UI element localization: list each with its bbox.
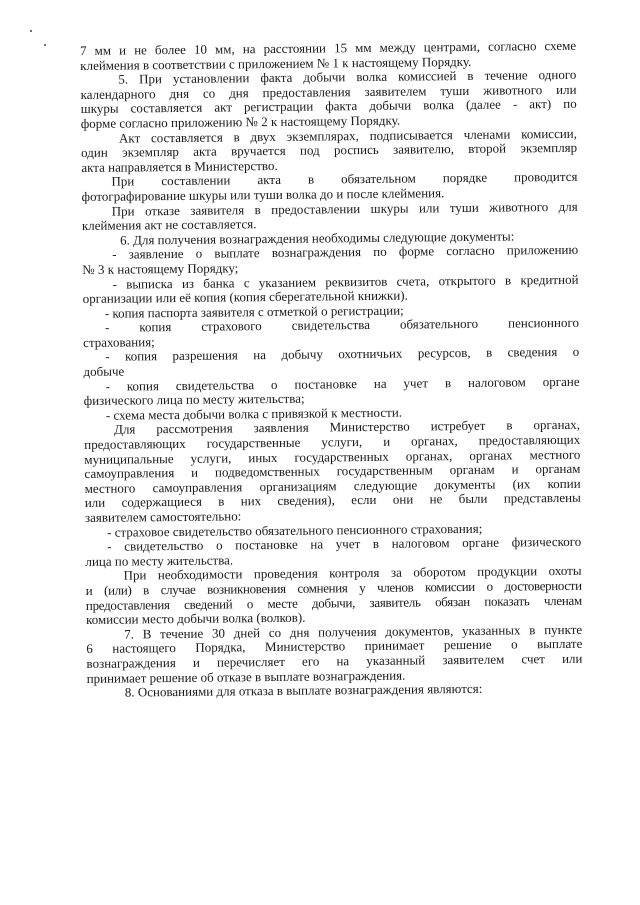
scan-speck xyxy=(30,30,32,32)
text-line: - схема места добычи волка с привязкой к местности. xyxy=(105,404,403,423)
text-line: При составлении акта в обязательном порядке проводится xyxy=(111,169,578,190)
text-line: - копия страхового свидетельства обязательного пенсионного xyxy=(104,315,580,336)
text-line: вознаграждения и перечисляет его на указанный заявителем счет или xyxy=(86,650,583,671)
text-line: акта направляется в Министерство. xyxy=(81,157,278,175)
text-line: Акт составляется в двух экземплярах, подписывается членами комиссии, xyxy=(118,125,578,146)
text-line: предоставления сведений о месте добычи, заявитель обязан показать членам xyxy=(85,592,582,613)
text-line: календарного дня со дня предоставления заявителем туши животного или xyxy=(80,81,577,102)
text-line: - копия паспорта заявителя с отметкой о регистрации; xyxy=(104,302,404,321)
text-line: 7. В течение 30 дней со дня получения документов, указанных в пункте xyxy=(124,621,583,642)
text-line: 8. Основаниями для отказа в выплате вознаграждения являются: xyxy=(124,680,483,700)
text-line: местного самоуправления организациям следующие документы (их копии xyxy=(84,475,581,496)
text-line: № 3 к настоящему Порядку; xyxy=(82,260,239,277)
text-line: - страховое свидетельство обязательного пенсионного страхования; xyxy=(107,520,483,540)
text-line: физического лица по месту жительства; xyxy=(83,390,305,409)
text-line: принимает решение об отказе в выплате вознаграждения. xyxy=(86,667,406,686)
text-line: комиссии место добычи волка (волков). xyxy=(85,609,306,628)
text-line: 6. Для получения вознаграждения необходимы следующие документы: xyxy=(119,228,515,248)
text-line: 7 мм и не более 10 мм, на расстоянии 15 мм между центрами, согласно схеме xyxy=(79,37,577,58)
text-line: клеймения в соответствии с приложением № 1 к настоящему Порядку. xyxy=(80,53,472,73)
text-line: предоставляющих государственные услуги, и органах, предоставляющих xyxy=(84,431,581,453)
text-line: клеймения акт не составляется. xyxy=(81,216,257,234)
text-line: При отказе заявителя в предоставлении шкуры или туши животного для xyxy=(111,198,578,219)
text-line: - выписка из банка с указанием реквизитов счета, открытого в кредитной xyxy=(112,271,579,292)
text-line: шкуры составляется акт регистрации факта добычи волка (далее - акт) по xyxy=(80,96,577,117)
text-line: Для рассмотрения заявления Министерство истребует в органах, xyxy=(113,417,581,438)
text-line: муниципальные услуги, иных государственных органах, органах местного xyxy=(84,446,581,467)
text-line: - копия свидетельства о постановке на учет в налоговом органе xyxy=(105,373,580,394)
text-line: и (или) в случае возникновения сомнения у членов комиссии о достоверности xyxy=(85,577,582,598)
text-line: 5. При установлении факта добычи волка комиссией в течение одного xyxy=(118,66,577,87)
text-line: - свидетельство о постановке на учет в налоговом органе физического xyxy=(107,533,582,554)
text-line: страхования; xyxy=(83,334,155,350)
text-line: - заявление о выплате вознаграждения по форме согласно приложению xyxy=(112,242,579,262)
text-line: лица по месту жительства. xyxy=(85,552,234,569)
text-line: 6 настоящего Порядка, Министерство принимает решение о выплате xyxy=(86,636,583,657)
text-line: При необходимости проведения контроля за оборотом продукции охоты xyxy=(123,563,582,583)
text-line: форме согласно приложению № 2 к настоящему Порядку. xyxy=(80,112,401,131)
text-line: заявителем самостоятельно: xyxy=(84,508,242,525)
text-line: фотографирование шкуры или туши волка до и после клеймения. xyxy=(81,185,445,204)
text-line: добыче xyxy=(83,363,125,380)
text-line: - копия разрешения на добычу охотничьих ресурсов, в сведения о xyxy=(105,344,580,365)
text-line: организации или её копия (копия сберегательной книжки). xyxy=(82,287,408,307)
text-line: или содержащиеся в них сведения), если они не были представлены xyxy=(84,490,581,511)
text-line: самоуправления и подведомственных государственным органам и органам xyxy=(84,461,581,482)
document-body xyxy=(80,39,583,701)
scan-speck xyxy=(44,44,46,46)
text-line: один экземпляр акта вручается под роспись заявителю, второй экземпляр xyxy=(81,139,578,161)
